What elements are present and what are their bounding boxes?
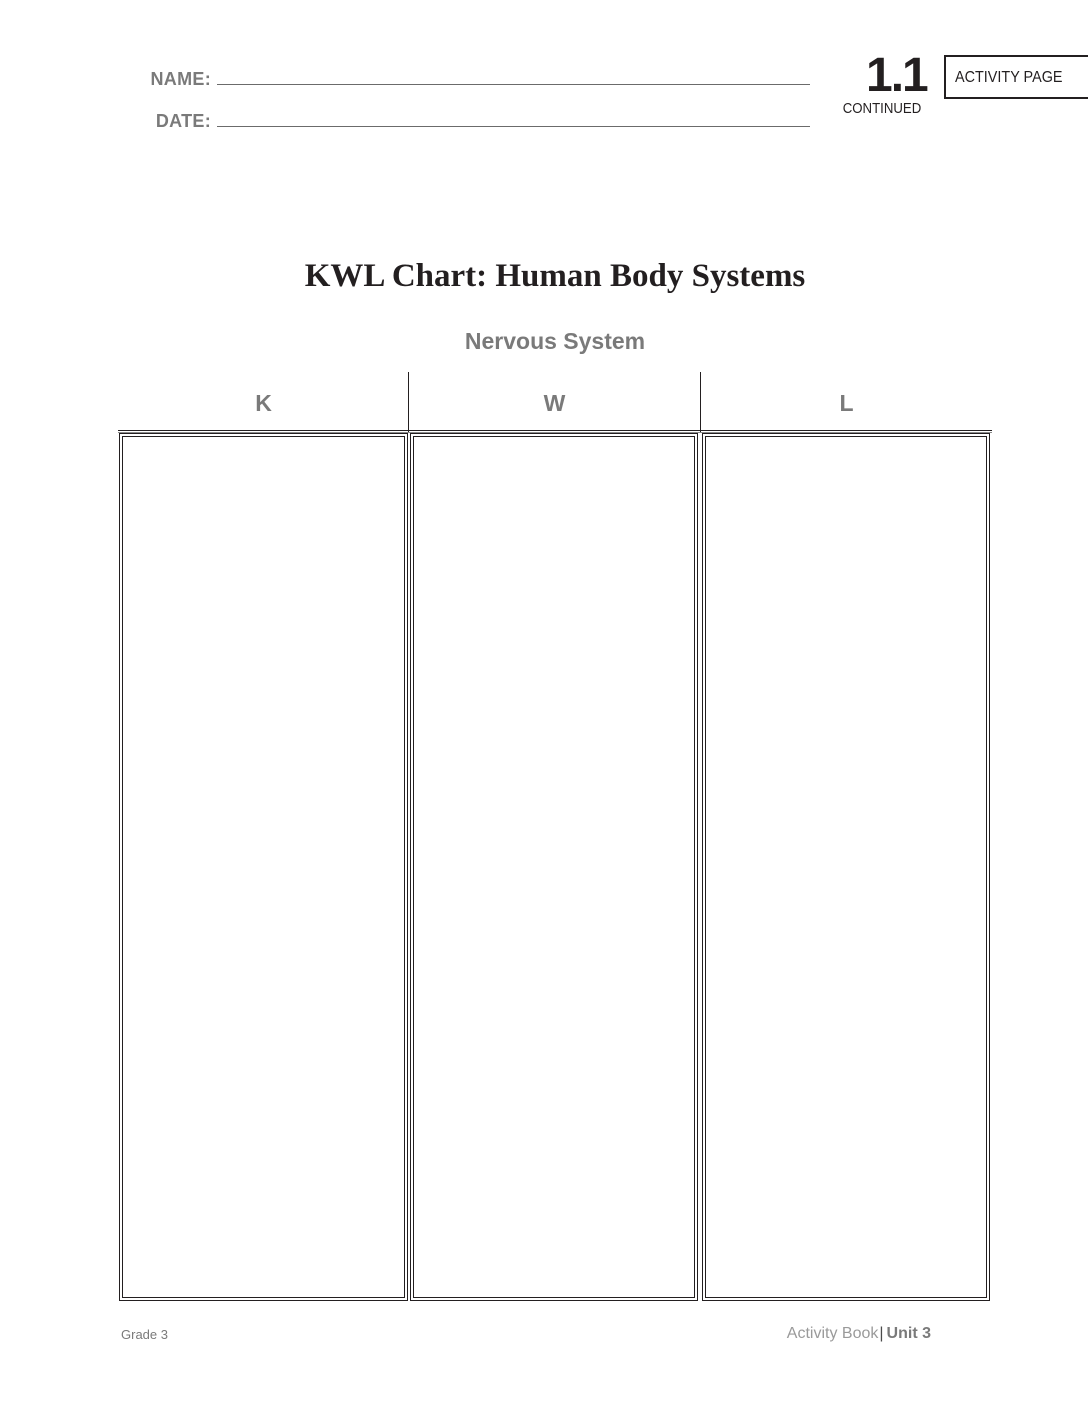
activity-page-tag-label: ACTIVITY PAGE <box>955 69 1063 86</box>
date-write-line[interactable] <box>217 126 810 127</box>
footer-unit: Unit 3 <box>886 1325 931 1342</box>
name-write-line[interactable] <box>217 84 810 85</box>
footer-grade: Grade 3 <box>121 1327 168 1342</box>
column-divider <box>700 372 701 432</box>
page-subtitle: Nervous System <box>464 328 646 354</box>
footer-book: Activity Book <box>786 1325 879 1342</box>
footer-book-info <box>760 1324 931 1344</box>
column-box-k[interactable] <box>119 433 408 1301</box>
column-header-l: L <box>839 390 854 416</box>
activity-page-tag <box>944 55 1088 99</box>
page-title: KWL Chart: Human Body Systems <box>304 258 806 294</box>
column-header-k: K <box>255 390 272 416</box>
activity-continued-label: CONTINUED <box>842 100 922 117</box>
column-box-l[interactable] <box>702 433 990 1301</box>
kwl-chart <box>118 372 992 1304</box>
column-divider <box>408 372 409 432</box>
date-label: DATE: <box>155 111 211 131</box>
name-label: NAME: <box>150 69 211 89</box>
activity-number: 1.1 <box>866 49 927 102</box>
footer-separator: | <box>879 1325 884 1342</box>
column-header-w: W <box>543 390 566 416</box>
column-box-w[interactable] <box>410 433 698 1301</box>
